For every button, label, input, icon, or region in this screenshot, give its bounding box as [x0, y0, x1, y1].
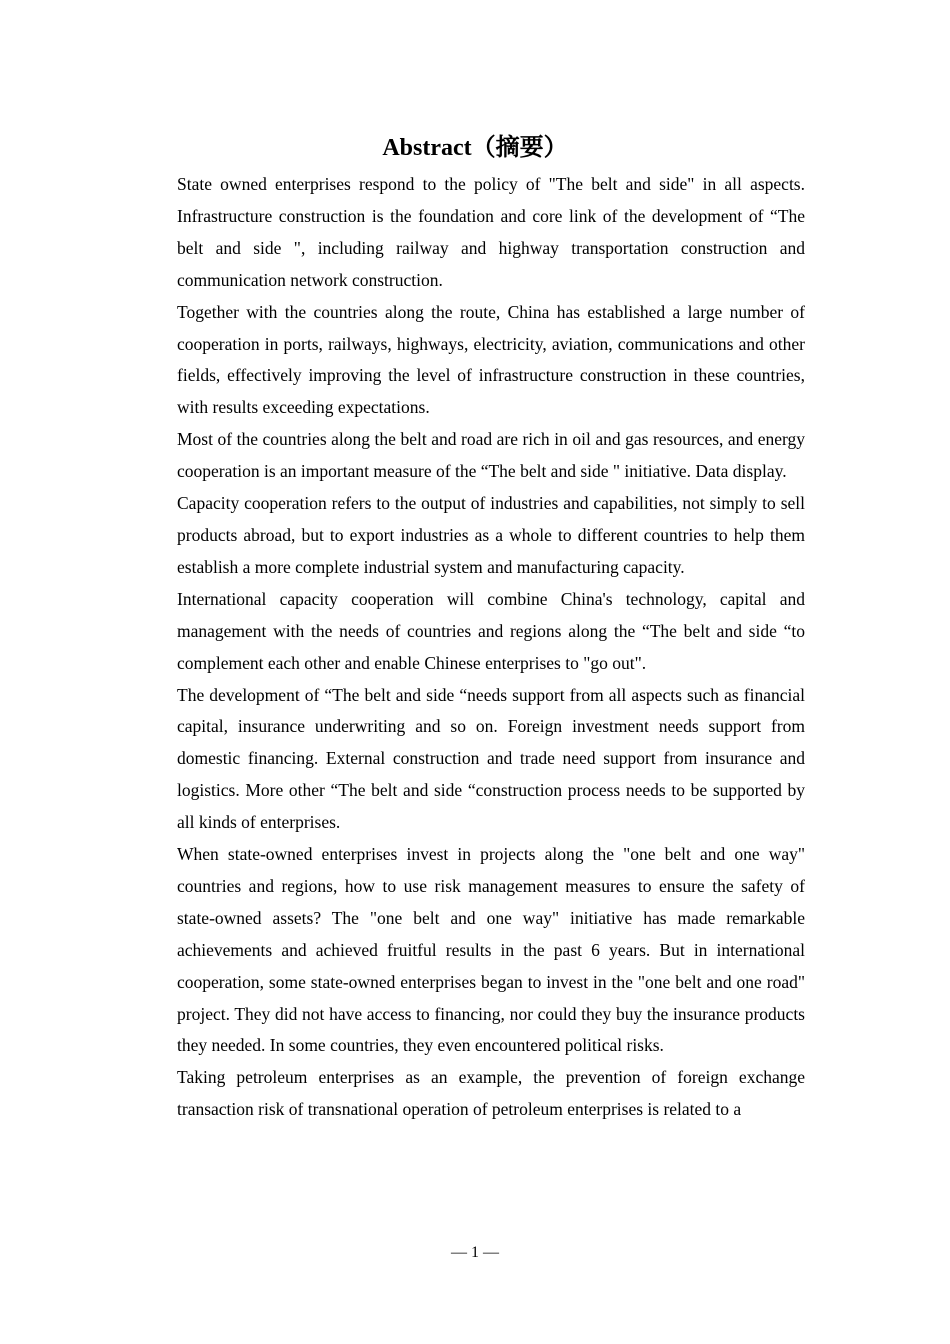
paragraph: State owned enterprises respond to the policy of "The belt and side" in all aspects. Infrastructure construction is the foundation and core link of the development of “The belt and side ", including railway and highway transportation construction and communication network construction.: [177, 174, 805, 290]
paragraph: Most of the countries along the belt and road are rich in oil and gas resources, and energy cooperation is an important measure of the “The belt and side " initiative. Data display.: [177, 429, 805, 482]
paragraph: The development of “The belt and side “needs support from all aspects such as financial capital, insurance underwriting and so on. Foreign investment needs support from domestic financing. External construction and trade need support from insurance and logistics. More other “The belt and side “construction process needs to be supported by all kinds of enterprises.: [177, 684, 805, 833]
paragraph: International capacity cooperation will combine China's technology, capital and management with the needs of countries and regions along the “The belt and side “to complement each other and enable Chinese enterprises to "go out".: [177, 588, 805, 673]
paragraph: Together with the countries along the route, China has established a large number of cooperation in ports, railways, highways, electricity, aviation, communications and other fields, effectively improving the level of infrastructure construction in these countries, with results exceeding expectations.: [177, 301, 805, 418]
paragraph: Taking petroleum enterprises as an example, the prevention of foreign exchange transaction risk of transnational operation of petroleum enterprises is related to a: [177, 1067, 805, 1120]
page-number: — 1 —: [451, 1244, 499, 1261]
abstract-title: Abstract（摘要）: [382, 135, 568, 161]
abstract-body: [177, 169, 805, 1126]
paragraph: Capacity cooperation refers to the output of industries and capabilities, not simply to sell products abroad, but to export industries as a whole to different countries to help them establish a more complete industrial system and manufacturing capacity.: [177, 493, 805, 577]
paragraph: When state-owned enterprises invest in projects along the "one belt and one way" countries and regions, how to use risk management measures to ensure the safety of state-owned assets? The "one belt and one way" initiative has made remarkable achievements and achieved fruitful results in the past 6 years. But in international cooperation, some state-owned enterprises began to invest in the "one belt and one road" project. They did not have access to financing, nor could they buy the insurance products they needed. In some countries, they even encountered political risks.: [177, 844, 805, 1056]
